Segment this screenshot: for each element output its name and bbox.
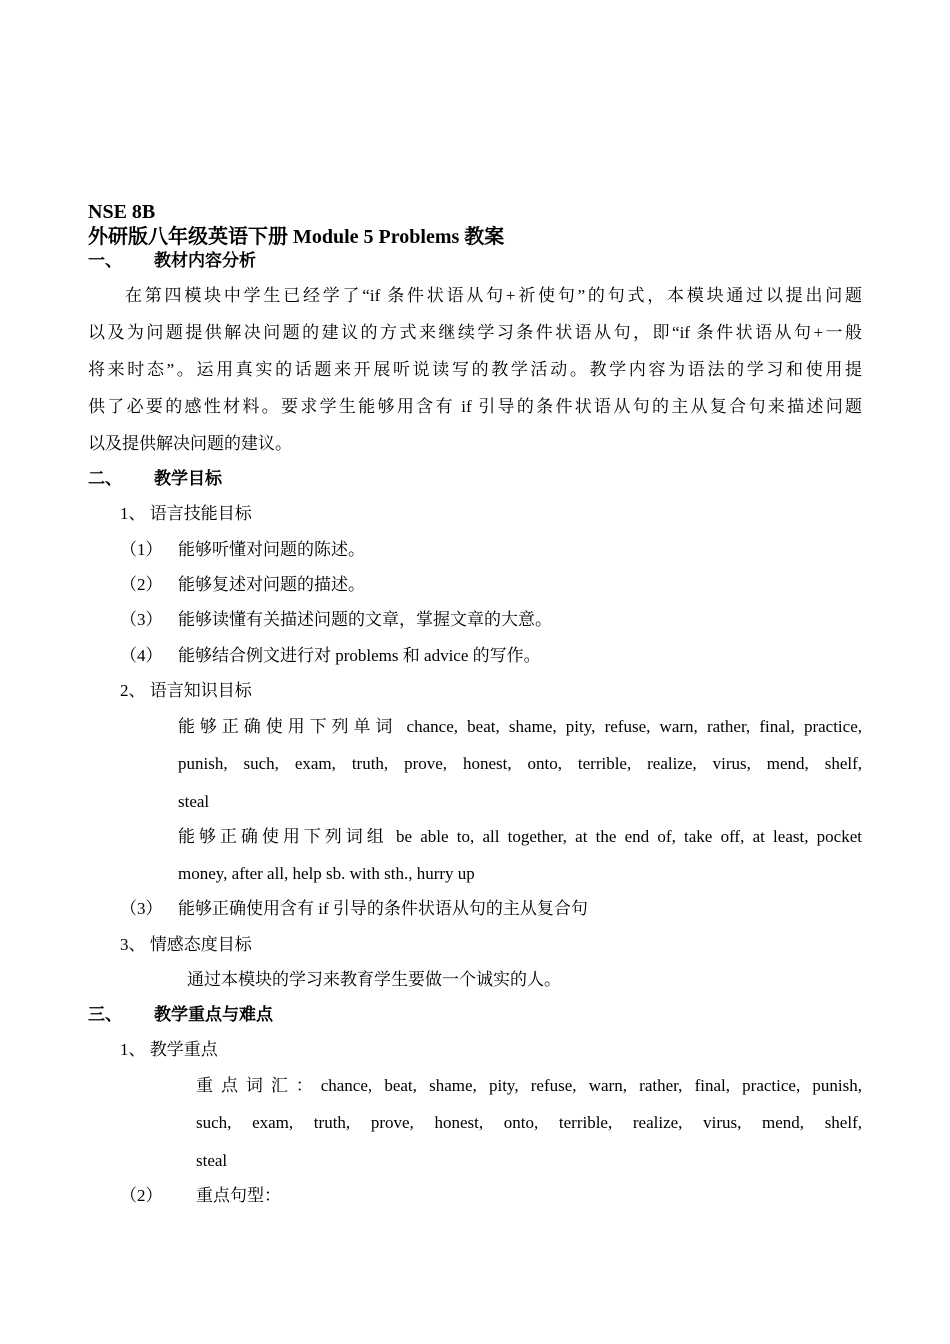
section-2-number: 二、 — [88, 469, 122, 488]
section-3-title: 教学重点与难点 — [154, 1005, 273, 1024]
s1-paragraph-line: 以及为问题提供解决问题的建议的方式来继续学习条件状语从句，即“if 条件状语从句+一般 — [88, 323, 862, 342]
list-item-text: 能够读懂有关描述问题的文章，掌握文章的大意。 — [178, 610, 552, 629]
subheading-language-skills: 1、 语言技能目标 — [120, 504, 252, 523]
section-3-number: 三、 — [88, 1005, 122, 1024]
doc-title: 外研版八年级英语下册 Module 5 Problems 教案 — [88, 226, 505, 248]
subheading-language-knowledge: 2、 语言知识目标 — [120, 681, 252, 700]
list-item-number: （3） — [120, 899, 163, 918]
phrases-line: 能够正确使用下列词组 be able to, all together, at the end of, take off, at least, pocket — [178, 827, 862, 846]
list-item-text: 能够复述对问题的描述。 — [178, 575, 365, 594]
s1-paragraph-line: 以及提供解决问题的建议。 — [88, 434, 292, 453]
s1-paragraph-line: 在第四模块中学生已经学了“if 条件状语从句+祈使句”的句式，本模块通过以提出问题 — [125, 286, 862, 305]
phrases-line: money, after all, help sb. with sth., hurry up — [178, 864, 475, 883]
section-1-title: 教材内容分析 — [154, 251, 256, 270]
list-item-number: （2） — [120, 575, 163, 594]
list-item-number: （1） — [120, 540, 163, 559]
list-item-number: （4） — [120, 646, 163, 665]
section-1-number: 一、 — [88, 251, 122, 270]
key-vocabulary-line: such, exam, truth, prove, honest, onto, terrible, realize, virus, mend, shelf, — [196, 1113, 862, 1132]
s1-paragraph-line: 供了必要的感性材料。要求学生能够用含有 if 引导的条件状语从句的主从复合句来描述问题 — [88, 397, 862, 416]
list-item-text: 能够结合例文进行对 problems 和 advice 的写作。 — [178, 646, 541, 665]
vocabulary-line: punish, such, exam, truth, prove, honest, onto, terrible, realize, virus, mend, shelf, — [178, 754, 862, 773]
list-item-number: （3） — [120, 610, 163, 629]
vocabulary-line: steal — [178, 792, 210, 811]
key-vocabulary-line: steal — [196, 1151, 228, 1170]
key-vocabulary-line: 重点词汇：chance, beat, shame, pity, refuse, warn, rather, final, practice, punish, — [196, 1076, 862, 1095]
list-item-text: 能够正确使用含有 if 引导的条件状语从句的主从复合句 — [178, 899, 588, 918]
list-item-text: 能够听懂对问题的陈述。 — [178, 540, 365, 559]
emotional-goal-text: 通过本模块的学习来教育学生要做一个诚实的人。 — [187, 970, 561, 989]
subheading-teaching-focus: 1、 教学重点 — [120, 1040, 218, 1059]
vocabulary-line: 能够正确使用下列单词 chance, beat, shame, pity, refuse, warn, rather, final, practice, — [178, 717, 862, 736]
doc-title-code: NSE 8B — [88, 201, 156, 223]
s1-paragraph-line: 将来时态”。运用真实的话题来开展听说读写的教学活动。教学内容为语法的学习和使用提 — [88, 360, 862, 379]
subheading-emotional-goals: 3、 情感态度目标 — [120, 935, 252, 954]
section-2-title: 教学目标 — [154, 469, 222, 488]
list-item-text: 重点句型： — [196, 1186, 281, 1205]
list-item-number: （2） — [120, 1186, 163, 1205]
